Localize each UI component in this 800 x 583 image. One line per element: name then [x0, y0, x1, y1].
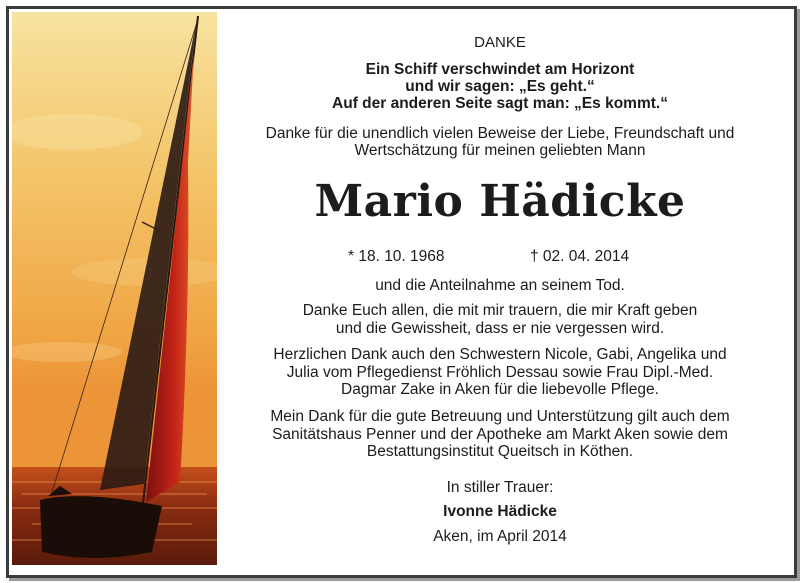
paragraph-line: Sanitätshaus Penner und der Apotheke am Markt Aken sowie dem [272, 425, 728, 443]
thanks-paragraph [225, 408, 775, 461]
signer-name: Ivonne Hädicke [443, 503, 557, 520]
paragraph-line: Danke Euch allen, die mit mir trauern, die mir Kraft geben [302, 302, 698, 319]
birth-date: * 18. 10. 1968 [348, 248, 445, 265]
life-dates [225, 248, 775, 268]
mourning-line: In stiller Trauer: [446, 479, 554, 496]
poem [225, 61, 775, 112]
poem-line: Ein Schiff verschwindet am Horizont [365, 61, 635, 78]
thanks-paragraph [225, 302, 775, 337]
paragraph-line: Mein Dank für die gute Betreuung und Unterstützung gilt auch dem [270, 408, 730, 425]
intro-line: Wertschätzung für meinen geliebten Mann [354, 142, 646, 159]
intro-line: Danke für die unendlich vielen Beweise der Liebe, Freundschaft und [265, 125, 735, 142]
poem-line: und wir sagen: „Es geht.“ [405, 78, 595, 95]
paragraph-line: Julia vom Pflegedienst Fröhlich Dessau sowie Frau Dipl.-Med. [286, 363, 714, 381]
thanks-paragraph [225, 277, 775, 295]
notice-heading: DANKE [474, 34, 526, 51]
paragraph-line: und die Gewissheit, dass er nie vergessen wird. [335, 319, 665, 337]
paragraph-line: Bestattungsinstitut Queitsch in Köthen. [366, 443, 634, 460]
paragraph-line: Herzlichen Dank auch den Schwestern Nicole, Gabi, Angelika und [273, 346, 727, 363]
poem-line: Auf der anderen Seite sagt man: „Es kommt.“ [332, 95, 668, 112]
deceased-name: Mario Hädicke [314, 176, 686, 227]
notice-content [225, 12, 775, 565]
death-date: † 02. 04. 2014 [530, 248, 630, 265]
paragraph-line: und die Anteilnahme an seinem Tod. [375, 277, 625, 294]
sailboat-image [12, 12, 217, 565]
paragraph-line: Dagmar Zake in Aken für die liebevolle Pflege. [341, 381, 659, 398]
intro-text [225, 125, 775, 159]
place-date: Aken, im April 2014 [433, 528, 567, 545]
thanks-paragraph [225, 346, 775, 399]
sailboat-photo [12, 12, 217, 565]
